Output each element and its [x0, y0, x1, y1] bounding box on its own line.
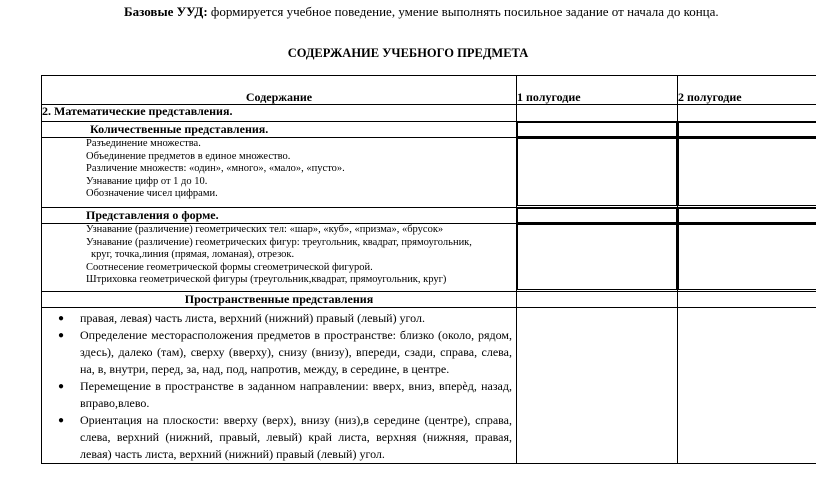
- list-item: ● правая, левая) часть листа, верхний (нижний) правый (левый) угол.: [58, 311, 426, 325]
- table-row: [42, 138, 816, 208]
- list-item: Обозначение чисел цифрами.: [86, 188, 218, 199]
- list-item: Соотнесение геометрической формы сгеометрической фигурой.: [86, 261, 373, 273]
- page-title: СОДЕРЖАНИЕ УЧЕБНОГО ПРЕДМЕТА: [287, 46, 529, 60]
- bullet-icon: ●: [58, 313, 65, 324]
- table-row: [42, 224, 816, 292]
- table-header-row: [42, 76, 816, 105]
- list-item: Объединение предметов в единое множество.: [86, 150, 291, 162]
- table-cell: [678, 224, 816, 290]
- table-cell: [517, 292, 678, 308]
- table-cell: [678, 308, 816, 464]
- table-row: [42, 292, 816, 308]
- section-row: [42, 105, 816, 122]
- table-cell: [678, 292, 816, 308]
- list-item: ● Ориентация на плоскости: вверху (верх), внизу (низ),в середине (центре), справа, слева, верхний (нижний, правый, левый) край листа, верхняя (нижняя, правая, левая) часть листа, верхний (нижний) правый (левый) угол.: [58, 413, 512, 461]
- table-cell: [678, 105, 816, 122]
- table-row: [42, 208, 816, 224]
- table-cell: [517, 208, 677, 223]
- header-half-2: 2 полугодие: [678, 76, 816, 105]
- list-item: Узнавание (различение) геометрических фигур: треугольник, квадрат, прямоугольник,: [86, 236, 472, 248]
- block-heading-space: Пространственные представления: [184, 292, 374, 306]
- intro-text: формируется учебное поведение, умение выполнять посильное задание от начала до конца.: [207, 4, 719, 19]
- table-row: [42, 122, 816, 138]
- table-row: [42, 308, 816, 464]
- table-cell: [517, 308, 678, 464]
- bullet-icon: ●: [58, 415, 65, 426]
- block-bullets-space: [42, 308, 516, 463]
- header-half-1: 1 полугодие: [517, 76, 678, 105]
- list-item: ● Определение месторасположения предметов в пространстве: близко (около, рядом, здесь), далеко (там), сверху (вверху), снизу (внизу), впереди, сзади, справа, слева, на, в, внутри, перед, за, над, под, напротив, между, в середине, в центре.: [58, 328, 512, 376]
- list-item: ● Перемещение в пространстве в заданном направлении: вверх, вниз, вперѐд, назад, вправо,влево.: [58, 379, 512, 410]
- list-item: Узнавание цифр от 1 до 10.: [86, 175, 208, 187]
- table-cell: [517, 138, 677, 206]
- bullet-icon: ●: [58, 381, 65, 392]
- block-heading-form: Представления о форме.: [86, 208, 219, 222]
- block-heading-quantity: Количественные представления.: [90, 122, 269, 136]
- list-item: Узнавание (различение) геометрических тел: «шар», «куб», «призма», «брусок»: [86, 224, 444, 235]
- table-cell: [517, 105, 678, 122]
- table-cell: [678, 208, 816, 223]
- list-item: Различение множеств: «один», «много», «мало», «пусто».: [86, 163, 345, 174]
- intro-label: Базовые УУД:: [124, 4, 208, 19]
- section-title: 2. Математические представления.: [42, 105, 517, 122]
- table-cell: [678, 122, 816, 137]
- list-item: Штриховка геометрической фигуры (треугольник,квадрат, прямоугольник, круг): [86, 274, 447, 285]
- intro-line: [124, 4, 719, 20]
- block-lines-form: [42, 224, 516, 287]
- header-content: Содержание: [42, 76, 517, 105]
- block-lines-quantity: [42, 138, 516, 201]
- table-cell: [517, 224, 677, 290]
- list-item: круг, точка,линия (прямая, ломаная), отрезок.: [91, 249, 295, 260]
- list-item: Разъединение множества.: [86, 138, 201, 149]
- bullet-icon: ●: [58, 330, 65, 341]
- table-cell: [517, 122, 677, 137]
- table-cell: [678, 138, 816, 206]
- curriculum-table: [41, 75, 816, 464]
